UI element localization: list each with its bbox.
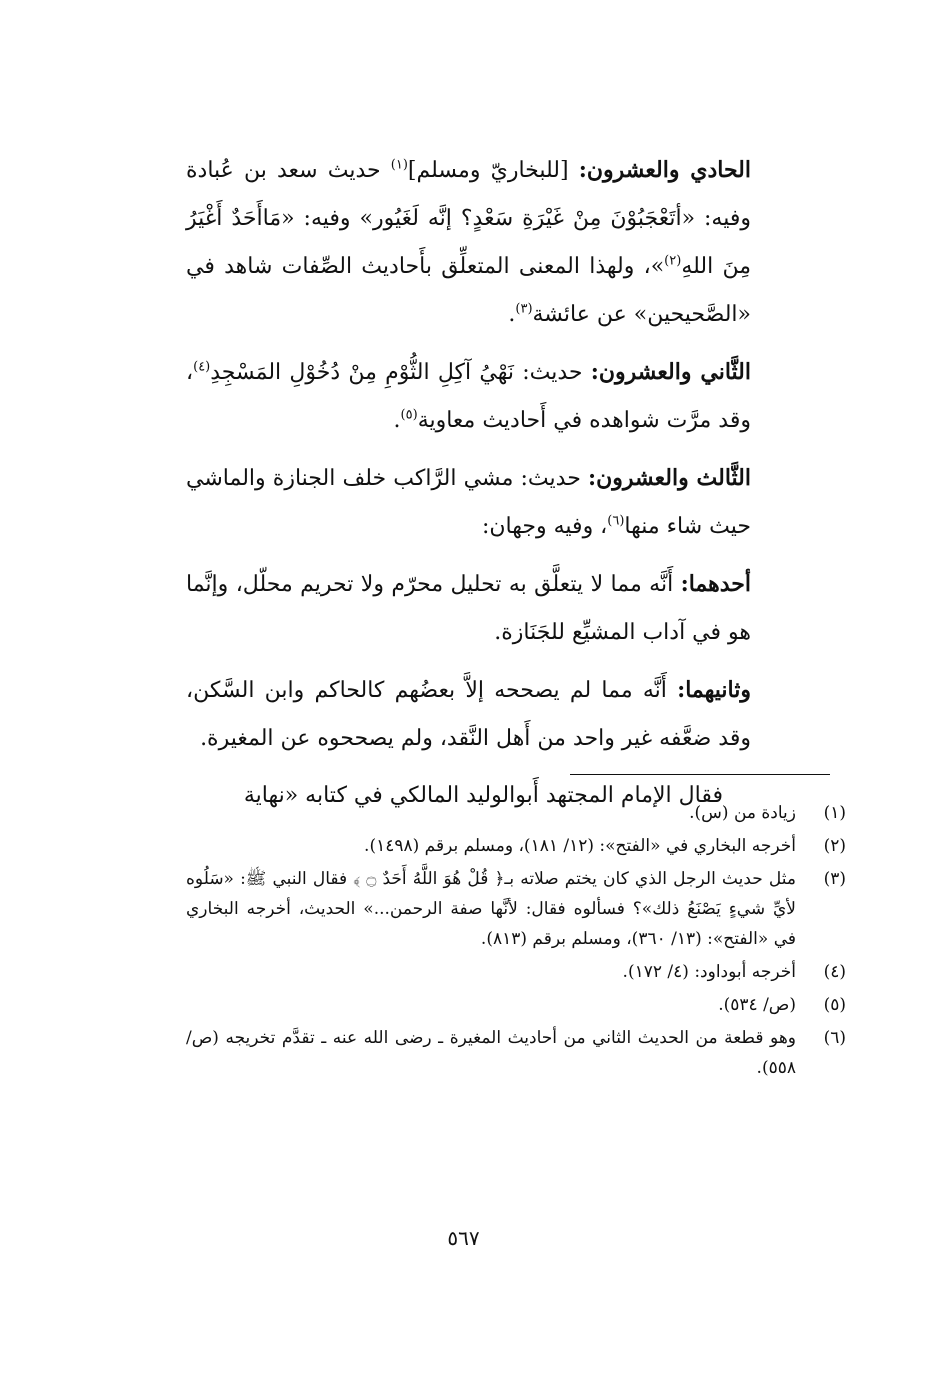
footnote-text: زيادة من (س). — [689, 803, 796, 823]
footnote-ref: (٥) — [400, 407, 418, 423]
footnote-number: (٦) — [823, 1028, 846, 1048]
footnote-number: (٣) — [823, 869, 846, 889]
footnote-item — [186, 864, 846, 954]
footnote-number: (٤) — [823, 962, 846, 982]
paragraph-text: أَنَّه مما لا يتعلَّق به تحليل محرّم ولا تحريم محلّل، وإنَّما هو في آداب المشيِّع للجَنَازة. — [186, 572, 751, 645]
main-text — [186, 146, 751, 829]
paragraph-text: ، وفيه وجهان: — [481, 514, 608, 539]
footnote-text: أخرجه أبوداود: (٤/ ١٧٢). — [622, 962, 796, 982]
footnote-item — [186, 957, 846, 987]
paragraph-23 — [186, 454, 751, 551]
paragraph-text: أَنَّه مما لم يصححه إلاَّ بعضُهم كالحاكم وابن السَّكن، وقد ضعَّفه غير واحد من أَهل النَّقد، ولم يصححوه عن المغيرة. — [186, 678, 751, 751]
paragraph-heading: أحدهما: — [680, 571, 751, 597]
page-number: ٥٦٧ — [447, 1226, 480, 1250]
paragraph-text: [للبخاريّ ومسلم] — [407, 158, 579, 183]
footnote-number: (١) — [823, 803, 846, 823]
paragraph-text: ، وقد مرَّت شواهده في أَحاديث معاوية — [186, 360, 751, 433]
footnote-item — [186, 990, 846, 1020]
paragraph-heading: الحادي والعشرون: — [578, 157, 751, 183]
paragraph-text: . — [508, 302, 516, 327]
footnote-text: أخرجه البخاري في «الفتح»: (١٢/ ١٨١)، ومسلم برقم (١٤٩٨). — [364, 836, 796, 856]
paragraph-heading: الثَّالث والعشرون: — [587, 465, 751, 491]
paragraph-second-aspect — [186, 666, 751, 763]
footnote-ref: (١) — [390, 157, 408, 173]
footnote-item — [186, 798, 846, 828]
footnote-text: وهو قطعة من الحديث الثاني من أحاديث المغيرة ـ رضى الله عنه ـ تقدَّم تخريجه (ص/ ٥٥٨). — [186, 1028, 796, 1078]
paragraph-text: حديث سعد بن عُبادة وفيه: «أتَعْجَبُوْنَ مِنْ غَيْرَةِ سَعْدٍ؟ إنَّه لَغَيُور» وفيه: «مَاأَحَدٌ أَغْيَرُ مِنَ اللهِ — [186, 158, 751, 279]
footnote-text: مثل حديث الرجل الذي كان يختم صلاته بـ﴿ قُلْ هُوَ اللَّهُ أَحَدٌ ۝ ﴾ فقال النبي ﷺ: «سَلُوه لأيِّ شيءٍ يَصْنَعُ ذلك»؟ فسألوه فقال: لأنَّها صفة الرحمن...» الحديث، أخرجه البخاري في «الفتح»: (١٣/ ٣٦٠)، ومسلم برقم (٨١٣). — [186, 869, 796, 949]
paragraph-text: حديث: مشي الرَّاكب خلف الجنازة والماشي حيث شاء منها — [186, 466, 751, 539]
paragraph-text: »، ولهذا المعنى المتعلِّق بأَحاديث الصِّفات شاهد في «الصَّحيحين» عن عائشة — [186, 254, 751, 327]
paragraph-heading: وثانيهما: — [677, 677, 751, 703]
paragraph-first-aspect — [186, 560, 751, 657]
footnote-item — [186, 1023, 846, 1083]
footnote-text: (ص/ ٥٣٤). — [718, 995, 796, 1015]
footnotes — [186, 798, 846, 1086]
paragraph-22 — [186, 348, 751, 445]
paragraph-21 — [186, 146, 751, 339]
footnote-separator — [570, 774, 830, 775]
paragraph-text: حديث: نَهْيُ آكِلِ الثُّوْمِ مِنْ دُخُوْلِ المَسْجِدِ — [210, 360, 591, 385]
paragraph-text: فقال الإمام المجتهد أَبوالوليد المالكي في كتابه «نهاية — [243, 783, 723, 808]
footnote-ref: (٤) — [193, 359, 211, 375]
footnote-ref: (٦) — [607, 513, 625, 529]
footnote-item — [186, 831, 846, 861]
footnote-ref: (٣) — [515, 301, 533, 317]
paragraph-heading: الثَّاني والعشرون: — [590, 359, 751, 385]
footnote-ref: (٢) — [664, 253, 682, 269]
paragraph-text: . — [393, 408, 401, 433]
footnote-number: (٢) — [823, 836, 846, 856]
footnote-number: (٥) — [823, 995, 846, 1015]
